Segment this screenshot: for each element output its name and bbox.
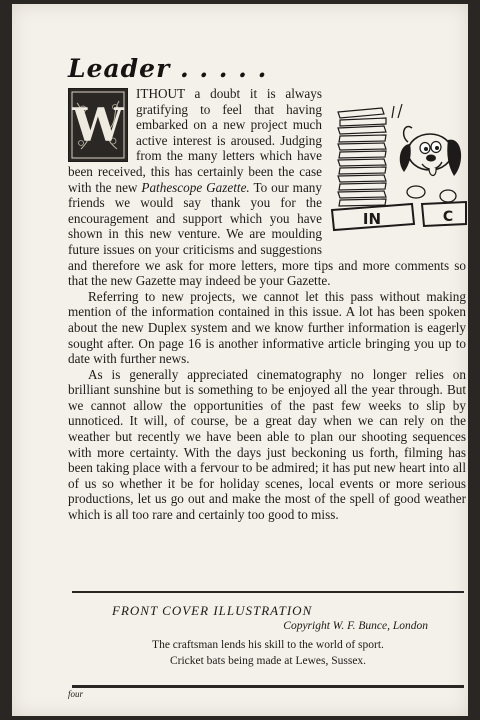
page-number: four	[68, 689, 84, 699]
paragraph-1-opening: ITHOUT a doubt it is always gratifying to feel that having embarked on a new project much active interest is aroused. Judging from the many letters which have been received, this has certainly been the case with the new	[68, 86, 322, 195]
notice-line-1: The craftsman lends his skill to the world of sport.	[152, 639, 384, 651]
paragraph-3: As is generally appreciated cinematography no longer relies on brilliant sunshine but is something to be enjoyed all the year through. But we cannot allow the opportunities of the past few weeks to slip by unnoticed. It will, of course, be a great day when we can rely on the weather but recently we have been able to plan our shooting sequences with more certainty. With the days just beckoning us forth, filming has been taking place with a fervour to be admired; it has put new heart into all of us so whether it be for holiday scenes, local events or more serious productions, let us go out and make the most of the spell of good weather which is all too rare and certainly too good to miss.	[68, 366, 466, 523]
article-title: Leader . . . . .	[68, 54, 268, 83]
paragraph-2: Referring to new projects, we cannot let this pass without making mention of the information contained in this issue. A lot has been spoken about the new Duplex system and we know further information is eagerly sought after. On page 16 is another informative article bringing you up to date with further news.	[68, 288, 466, 367]
front-cover-notice	[72, 591, 464, 688]
paragraph-1-rest: To our many friends we would say thank you for the encouragement and support which you have shown in this new venture. We are moulding future issues on your criticisms and suggestions and therefore we ask for more letters, more tips and more comments so that the new Gazette may indeed be your Gazette.	[68, 179, 466, 289]
notice-credit: Copyright W. F. Bunce, London	[283, 620, 428, 632]
article-body	[68, 86, 466, 523]
gazette-title: Pathescope Gazette.	[141, 179, 250, 195]
drop-cap-letter: W	[72, 98, 124, 152]
notice-heading: FRONT COVER ILLUSTRATION	[112, 603, 313, 618]
ornate-initial-w-icon	[68, 88, 128, 162]
magazine-page	[12, 4, 468, 716]
notice-line-2: Cricket bats being made at Lewes, Sussex.	[169, 655, 367, 667]
tray-out-label: C	[442, 209, 454, 225]
dog-with-letter-stack-icon	[330, 92, 468, 244]
tray-in-label: IN	[362, 210, 382, 228]
notice-body	[108, 637, 428, 669]
